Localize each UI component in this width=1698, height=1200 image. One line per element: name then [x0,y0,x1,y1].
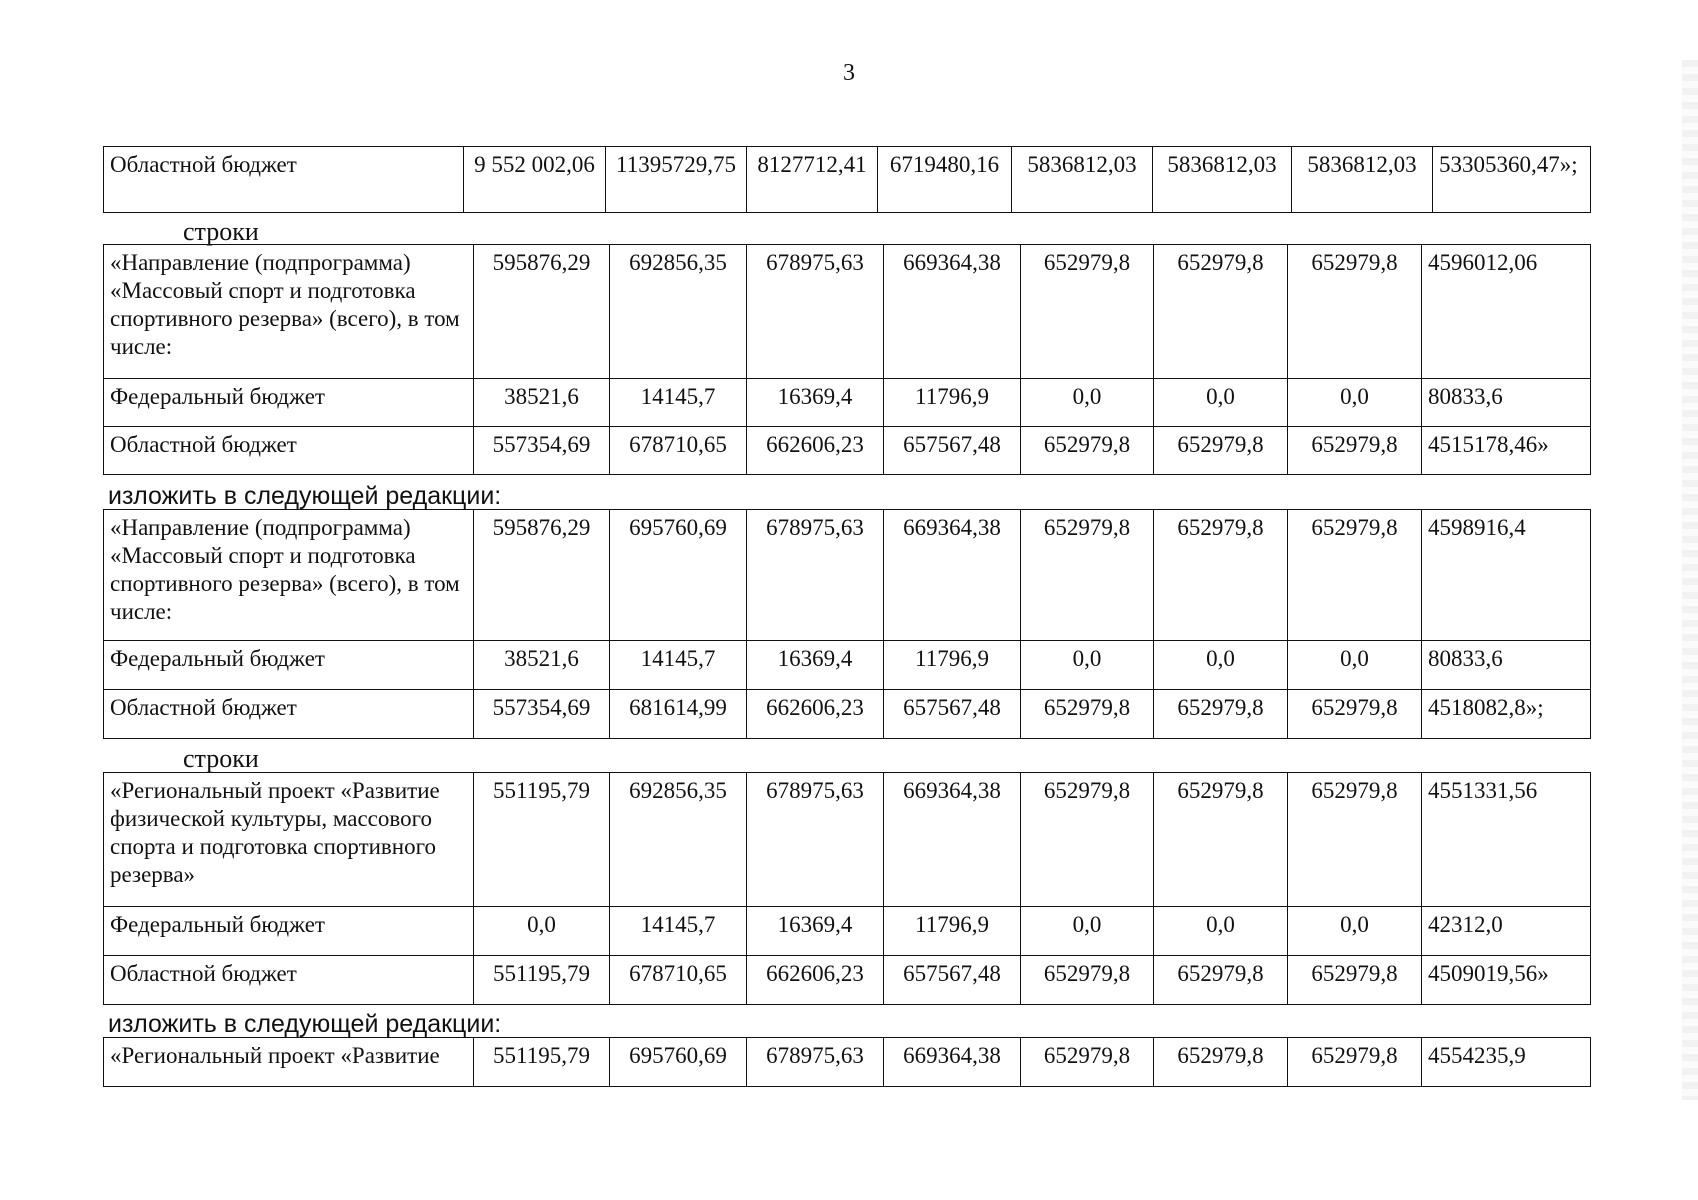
value-cell: 678975,63 [747,1038,884,1087]
value-cell: 678975,63 [747,510,884,641]
value-cell: 669364,38 [884,1038,1021,1087]
value-cell: 662606,23 [747,690,884,739]
value-cell: 657567,48 [884,427,1021,475]
table-row [104,245,1591,379]
value-cell: 669364,38 [884,245,1021,379]
row-label: Областной бюджет [104,147,464,213]
total-cell: 80833,6 [1422,379,1591,427]
value-cell: 0,0 [1288,379,1422,427]
value-cell: 692856,35 [610,773,747,907]
total-cell: 4509019,56» [1422,956,1591,1005]
value-cell: 652979,8 [1288,773,1422,907]
value-cell: 652979,8 [1288,245,1422,379]
value-cell: 557354,69 [474,427,610,475]
total-cell: 4515178,46» [1422,427,1591,475]
value-cell: 557354,69 [474,690,610,739]
value-cell: 0,0 [1154,907,1288,956]
section-note-new-edition: изложить в следующей редакции: [108,482,502,510]
scan-edge-shading [1682,60,1698,1100]
value-cell: 678975,63 [747,245,884,379]
table-row [104,510,1591,641]
budget-table-new-regional-project [103,1037,1590,1087]
table-row [104,641,1591,690]
row-label: Федеральный бюджет [104,379,474,427]
row-label: Федеральный бюджет [104,641,474,690]
value-cell: 692856,35 [610,245,747,379]
value-cell: 595876,29 [474,245,610,379]
value-cell: 551195,79 [474,773,610,907]
total-cell: 4518082,8»; [1422,690,1591,739]
value-cell: 551195,79 [474,1038,610,1087]
value-cell: 657567,48 [884,956,1021,1005]
table-row [104,956,1591,1005]
table-row [104,1038,1591,1087]
value-cell: 551195,79 [474,956,610,1005]
value-cell: 0,0 [474,907,610,956]
table-row [104,379,1591,427]
value-cell: 11796,9 [884,641,1021,690]
row-label: Областной бюджет [104,690,474,739]
total-cell: 80833,6 [1422,641,1591,690]
row-label: Федеральный бюджет [104,907,474,956]
budget-table-top [103,146,1590,213]
value-cell: 678975,63 [747,773,884,907]
value-cell: 669364,38 [884,510,1021,641]
value-cell: 38521,6 [474,641,610,690]
value-cell: 652979,8 [1288,510,1422,641]
total-cell: 53305360,47»; [1433,147,1591,213]
value-cell: 11395729,75 [606,147,747,213]
total-cell: 4598916,4 [1422,510,1591,641]
value-cell: 652979,8 [1154,245,1288,379]
value-cell: 11796,9 [884,379,1021,427]
value-cell: 657567,48 [884,690,1021,739]
page-number: 3 [843,60,855,86]
value-cell: 669364,38 [884,773,1021,907]
value-cell: 652979,8 [1154,956,1288,1005]
row-label: «Региональный проект «Развитие [104,1038,474,1087]
table-row [104,427,1591,475]
budget-table-original-regional-project [103,772,1590,1005]
row-label: «Направление (подпрограмма) «Массовый спорт и подготовка спортивного резерва» (всего), в том числе: [104,245,474,379]
value-cell: 0,0 [1154,641,1288,690]
value-cell: 652979,8 [1154,690,1288,739]
value-cell: 11796,9 [884,907,1021,956]
value-cell: 14145,7 [610,379,747,427]
row-label: Областной бюджет [104,956,474,1005]
value-cell: 652979,8 [1021,773,1154,907]
value-cell: 14145,7 [610,641,747,690]
value-cell: 5836812,03 [1012,147,1153,213]
budget-table-original-direction [103,244,1590,475]
value-cell: 652979,8 [1154,1038,1288,1087]
value-cell: 8127712,41 [747,147,878,213]
table-row [104,690,1591,739]
value-cell: 0,0 [1021,907,1154,956]
value-cell: 681614,99 [610,690,747,739]
value-cell: 14145,7 [610,907,747,956]
value-cell: 38521,6 [474,379,610,427]
total-cell: 4596012,06 [1422,245,1591,379]
value-cell: 652979,8 [1154,510,1288,641]
value-cell: 652979,8 [1288,427,1422,475]
total-cell: 4554235,9 [1422,1038,1591,1087]
value-cell: 5836812,03 [1292,147,1433,213]
budget-table-new-direction [103,509,1590,739]
value-cell: 695760,69 [610,510,747,641]
table-row [104,147,1591,213]
value-cell: 678710,65 [610,427,747,475]
value-cell: 652979,8 [1021,427,1154,475]
value-cell: 6719480,16 [878,147,1012,213]
section-note-new-edition-2: изложить в следующей редакции: [108,1010,502,1038]
value-cell: 652979,8 [1021,1038,1154,1087]
value-cell: 0,0 [1288,641,1422,690]
value-cell: 0,0 [1021,379,1154,427]
value-cell: 9 552 002,06 [464,147,606,213]
value-cell: 652979,8 [1021,245,1154,379]
value-cell: 652979,8 [1021,956,1154,1005]
value-cell: 662606,23 [747,956,884,1005]
value-cell: 652979,8 [1021,690,1154,739]
value-cell: 652979,8 [1154,427,1288,475]
value-cell: 16369,4 [747,379,884,427]
value-cell: 652979,8 [1288,956,1422,1005]
value-cell: 0,0 [1154,379,1288,427]
value-cell: 652979,8 [1154,773,1288,907]
section-note-lines-2: строки [183,744,259,773]
row-label: «Региональный проект «Развитие физической культуры, массового спорта и подготовка спортивного резерва» [104,773,474,907]
total-cell: 42312,0 [1422,907,1591,956]
value-cell: 662606,23 [747,427,884,475]
value-cell: 652979,8 [1021,510,1154,641]
value-cell: 652979,8 [1288,690,1422,739]
table-row [104,773,1591,907]
value-cell: 5836812,03 [1153,147,1292,213]
value-cell: 695760,69 [610,1038,747,1087]
row-label: «Направление (подпрограмма) «Массовый спорт и подготовка спортивного резерва» (всего), в том числе: [104,510,474,641]
value-cell: 652979,8 [1288,1038,1422,1087]
table-row [104,907,1591,956]
value-cell: 595876,29 [474,510,610,641]
value-cell: 0,0 [1021,641,1154,690]
value-cell: 16369,4 [747,907,884,956]
total-cell: 4551331,56 [1422,773,1591,907]
section-note-lines: строки [183,217,259,246]
value-cell: 678710,65 [610,956,747,1005]
value-cell: 16369,4 [747,641,884,690]
value-cell: 0,0 [1288,907,1422,956]
row-label: Областной бюджет [104,427,474,475]
